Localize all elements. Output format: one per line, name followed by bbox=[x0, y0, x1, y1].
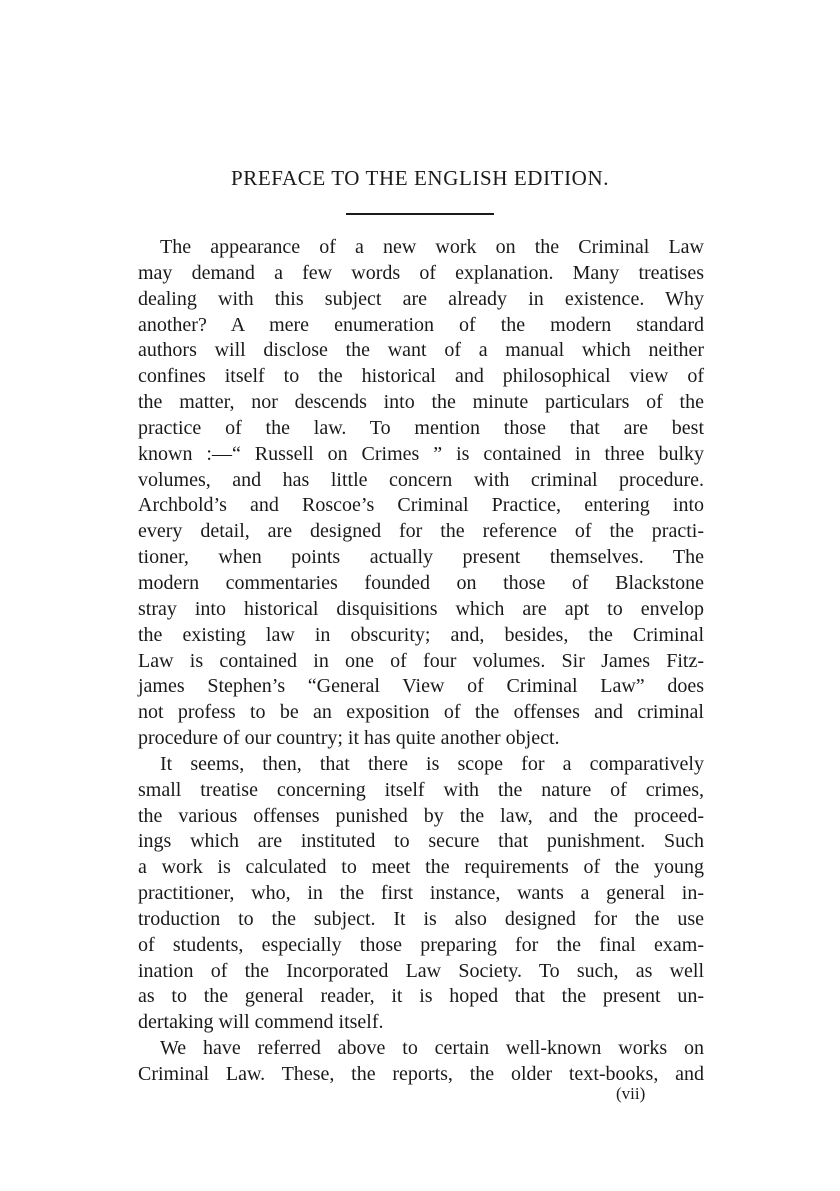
text-line: tioner, when points actually present themselves. The bbox=[138, 546, 704, 569]
preface-body bbox=[138, 235, 704, 1088]
text-line: the existing law in obscurity; and, besides, the Criminal bbox=[138, 623, 704, 646]
text-line: james Stephen’s “General View of Criminal Law” does bbox=[138, 675, 704, 698]
text-line: volumes, and has little concern with criminal procedure. bbox=[138, 468, 704, 491]
text-line: Archbold’s and Roscoe’s Criminal Practice, entering into bbox=[138, 494, 704, 517]
page-number: (vii) bbox=[616, 1084, 646, 1103]
text-line: authors will disclose the want of a manual which neither bbox=[138, 339, 704, 362]
text-line: confines itself to the historical and philosophical view of bbox=[138, 365, 704, 388]
text-line: another? A mere enumeration of the modern standard bbox=[138, 313, 704, 336]
text-line: may demand a few words of explanation. Many treatises bbox=[138, 261, 704, 284]
text-line: modern commentaries founded on those of Blackstone bbox=[138, 571, 704, 594]
text-line: Criminal Law. These, the reports, the older text-books, and bbox=[138, 1063, 704, 1085]
text-line: Law is contained in one of four volumes. Sir James Fitz- bbox=[138, 649, 704, 672]
text-line: dertaking will commend itself. bbox=[138, 1011, 384, 1034]
text-line: ination of the Incorporated Law Society. To such, as well bbox=[138, 959, 704, 982]
text-line: small treatise concerning itself with the nature of crimes, bbox=[138, 778, 704, 801]
text-line: every detail, are designed for the reference of the practi- bbox=[138, 520, 704, 543]
text-line: a work is calculated to meet the requirements of the young bbox=[138, 856, 704, 879]
text-line: as to the general reader, it is hoped that the present un- bbox=[138, 985, 704, 1008]
text-line: the various offenses punished by the law, and the proceed- bbox=[138, 804, 704, 827]
text-line: practitioner, who, in the first instance, wants a general in- bbox=[138, 882, 704, 905]
paragraph bbox=[138, 1036, 704, 1088]
text-line: dealing with this subject are already in existence. Why bbox=[138, 287, 704, 310]
text-line: ings which are instituted to secure that punishment. Such bbox=[138, 830, 704, 853]
text-line: It seems, then, that there is scope for a comparatively bbox=[160, 752, 704, 775]
paragraph bbox=[138, 752, 704, 1036]
text-line: The appearance of a new work on the Criminal Law bbox=[160, 236, 704, 258]
paragraph bbox=[138, 235, 704, 752]
text-line: We have referred above to certain well-known works on bbox=[160, 1037, 704, 1060]
page-title: PREFACE TO THE ENGLISH EDITION. bbox=[230, 166, 610, 190]
text-line: stray into historical disquisitions which are apt to envelop bbox=[138, 597, 704, 620]
text-line: practice of the law. To mention those that are best bbox=[138, 416, 704, 439]
text-line: of students, especially those preparing for the final exam- bbox=[138, 933, 704, 956]
title-rule bbox=[346, 213, 494, 215]
text-line: not profess to be an exposition of the offenses and criminal bbox=[138, 701, 704, 724]
text-line: the matter, nor descends into the minute particulars of the bbox=[138, 391, 704, 414]
text-line: known :—“ Russell on Crimes ” is contained in three bulky bbox=[138, 442, 704, 465]
text-line: procedure of our country; it has quite another object. bbox=[138, 727, 560, 750]
text-line: troduction to the subject. It is also designed for the use bbox=[138, 907, 704, 930]
